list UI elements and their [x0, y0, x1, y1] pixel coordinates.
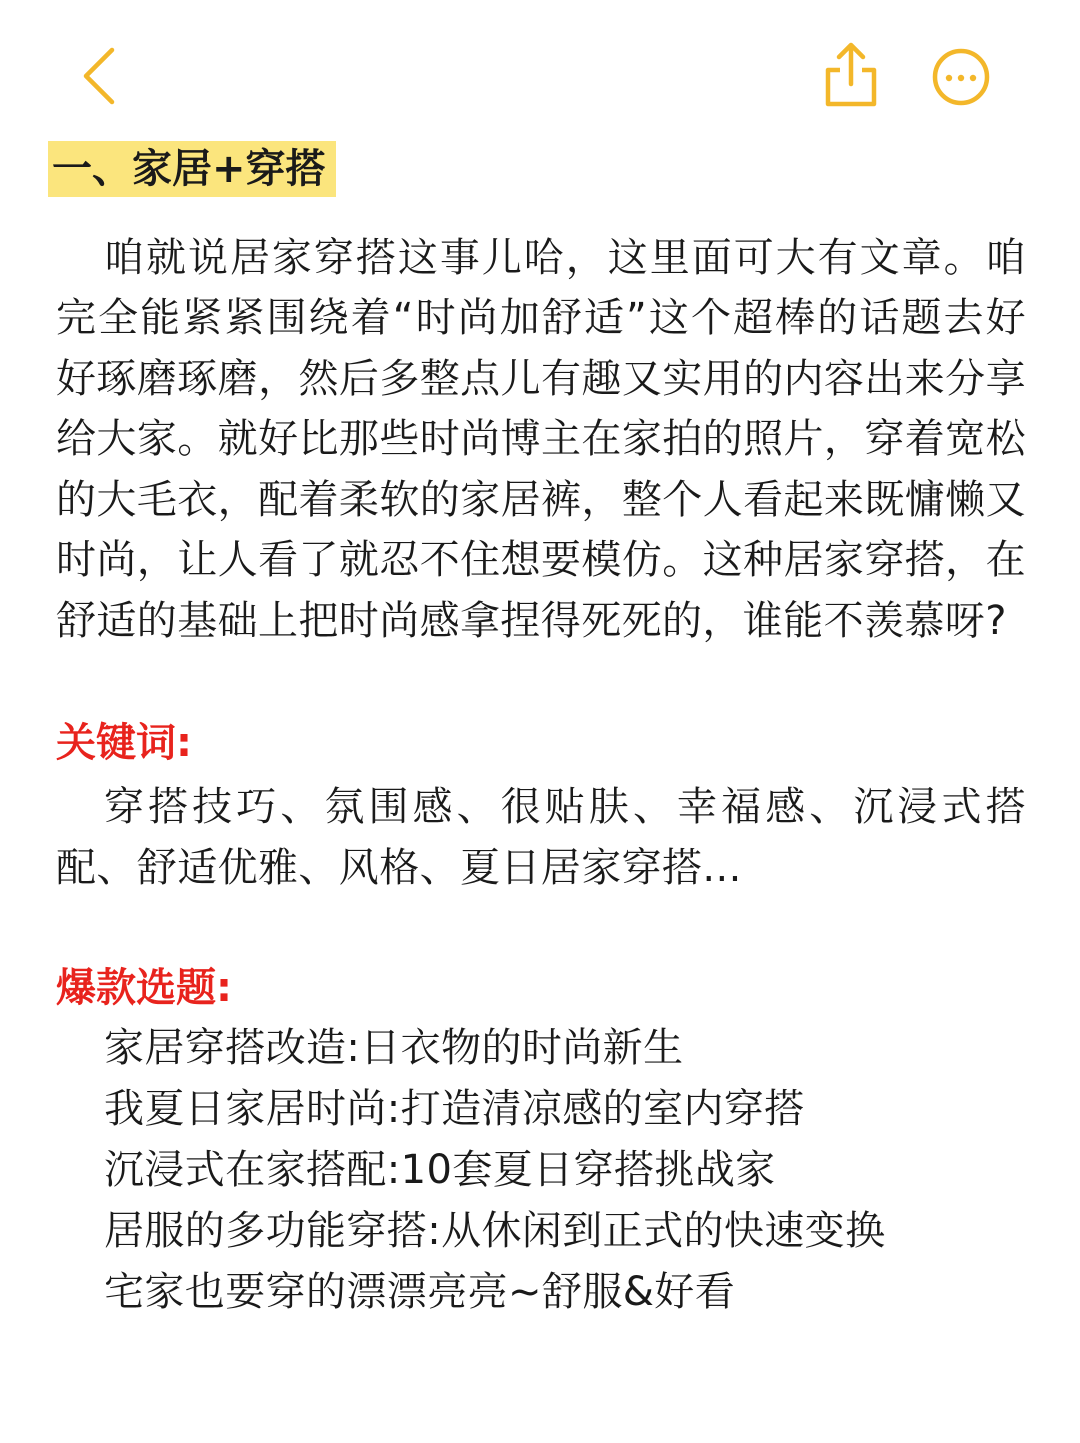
more-button[interactable]: [928, 44, 994, 110]
hot-topics-label: 爆款选题:: [56, 965, 232, 1012]
hot-topics-list: [56, 1018, 1026, 1323]
chevron-left-icon: [72, 44, 132, 108]
share-button[interactable]: [820, 40, 884, 112]
article-content: [52, 114, 1026, 1323]
section-title: 一、家居+穿搭: [48, 141, 336, 197]
topic-item: 宅家也要穿的漂漂亮亮~舒服&好看: [104, 1269, 736, 1316]
topic-item: 沉浸式在家搭配:10套夏日穿搭挑战家: [104, 1147, 776, 1194]
topic-item: 家居穿搭改造:日衣物的时尚新生: [104, 1025, 684, 1072]
topic-item: 我夏日家居时尚:打造清凉感的室内穿搭: [104, 1086, 805, 1133]
more-icon: [928, 44, 994, 110]
topic-item: 居服的多功能穿搭:从休闲到正式的快速变换: [104, 1208, 886, 1255]
back-button[interactable]: [72, 44, 132, 108]
keywords-text: 穿搭技巧、氛围感、很贴肤、幸福感、沉浸式搭配、舒适优雅、风格、夏日居家穿搭...: [56, 784, 1026, 891]
share-icon: [820, 40, 884, 112]
intro-paragraph: 咱就说居家穿搭这事儿哈，这里面可大有文章。咱完全能紧紧围绕着“时尚加舒适”这个超棒的话题去好好琢磨琢磨，然后多整点儿有趣又实用的内容出来分享给大家。就好比那些时尚博主在家拍的照片，穿着宽松的大毛衣，配着柔软的家居裤，整个人看起来既慵懒又时尚，让人看了就忍不住想要模仿。这种居家穿搭，在舒适的基础上把时尚感拿捏得死死的，谁能不羡慕呀?: [56, 234, 1026, 644]
keywords-label: 关键词:: [56, 720, 192, 767]
top-nav-bar: [0, 0, 1080, 120]
